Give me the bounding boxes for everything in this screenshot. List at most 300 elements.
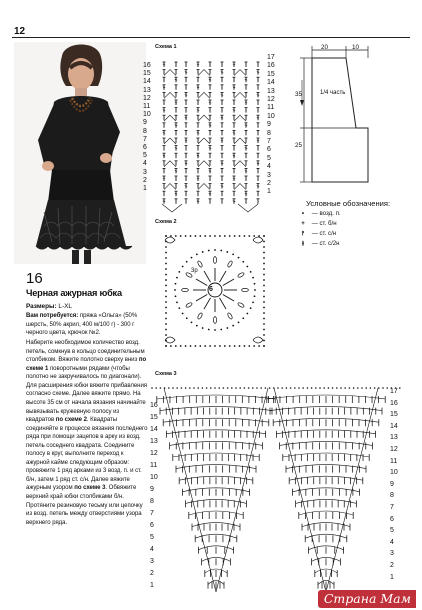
scheme-3-left-row-number: 16: [150, 402, 158, 409]
chain-dot: [307, 387, 309, 389]
scheme-1-left-row-number: 3: [143, 168, 147, 176]
legend-item-text: ст. с/2н: [319, 240, 340, 247]
chain-dot: [286, 387, 288, 389]
diagram-side-lower-dimension: 25: [295, 142, 303, 149]
stitch-mark: [175, 62, 178, 67]
scheme-3-left-row-number: 4: [150, 546, 154, 553]
stitch-mark: [185, 108, 188, 113]
chain-dot: [174, 289, 176, 291]
stitch-mark: [209, 130, 212, 135]
scheme-1-left-row-number: 16: [143, 62, 151, 69]
scheme-3-right-row-number: 10: [390, 469, 398, 477]
stitch-mark: [163, 123, 166, 128]
stitch-mark: [233, 146, 236, 151]
frame-dot: [263, 252, 265, 254]
stitch-mark: [163, 153, 166, 158]
frame-dot: [175, 235, 177, 237]
chain-dot: [176, 387, 178, 389]
frame-dot: [165, 285, 167, 287]
stitch-mark: [245, 199, 248, 204]
frame-dot: [180, 345, 182, 347]
stitch-mark: [233, 153, 236, 158]
fan-mark: [234, 184, 246, 190]
chain-dot: [246, 313, 248, 315]
legend-item: • — возд. п.: [296, 210, 341, 217]
scheme-3-left-row-number: 13: [150, 438, 158, 445]
frame-dot: [219, 235, 221, 237]
stitch-mark: [221, 191, 224, 196]
stitch-mark: [233, 191, 236, 196]
chain-dot: [399, 387, 401, 389]
sizes: [26, 303, 72, 310]
stitch-mark: [245, 130, 248, 135]
scheme-3-right-row-number: 17: [390, 388, 398, 395]
petal-loop: [185, 302, 192, 308]
scheme-3-right-row-number: 6: [390, 515, 394, 523]
legend-item: + — ст. б/н: [296, 220, 337, 227]
stitch-mark: [245, 92, 248, 97]
scheme-1-left-row-number: 12: [143, 94, 151, 102]
stitch-mark: [197, 153, 200, 158]
chain-dot: [185, 387, 187, 389]
stitch-mark: [257, 153, 260, 158]
frame-dot: [248, 345, 250, 347]
chain-dot: [202, 251, 204, 253]
petal-loop: [242, 288, 249, 291]
stitch-mark: [257, 123, 260, 128]
scheme-1-right-row-number: 5: [267, 154, 271, 162]
stitch-mark: [185, 191, 188, 196]
scheme-3-right-row-number: 11: [390, 457, 398, 465]
stitch-mark: [197, 62, 200, 67]
stitch-mark: [209, 77, 212, 82]
chain-dot: [232, 253, 234, 255]
frame-dot: [204, 345, 206, 347]
frame-dot: [224, 345, 226, 347]
chain-dot: [242, 317, 244, 319]
petal-loop: [237, 272, 244, 278]
chain-dot: [232, 325, 234, 327]
scheme-2-side-label: 3р: [191, 268, 198, 274]
stitch-mark: [175, 92, 178, 97]
scheme-1-right-row-number: 9: [267, 121, 271, 129]
chain-dot: [214, 249, 216, 251]
chain-dot: [365, 387, 367, 389]
stitch-mark: [257, 62, 260, 67]
chain-dot: [231, 387, 233, 389]
scheme-3-left-row-number: 8: [150, 498, 154, 505]
pattern-title: Черная ажурная юбка: [26, 288, 122, 298]
stitch-mark: [221, 184, 224, 189]
frame-dot: [263, 268, 265, 270]
frame-dot: [263, 312, 265, 314]
scheme-1-left-row-number: 8: [143, 127, 147, 135]
legend-item-text: ст. б/н: [319, 220, 337, 227]
chain-dot: [294, 387, 296, 389]
chain-dot: [176, 277, 178, 279]
legend-item: ⫯ — ст. с/н: [296, 230, 336, 238]
stitch-mark: [163, 100, 166, 105]
scheme-1-left-row-number: 2: [143, 176, 147, 184]
chain-dot: [175, 283, 177, 285]
scheme-1-left-row-number: 14: [143, 78, 151, 86]
chain-base-mark: [162, 204, 182, 212]
stitch-mark: [185, 138, 188, 143]
frame-dot: [165, 296, 167, 298]
chain-dot: [208, 329, 210, 331]
frame-dot: [263, 301, 265, 303]
stitch-mark: [233, 138, 236, 143]
chain-dot: [218, 387, 220, 389]
stitch-mark: [185, 70, 188, 75]
scheme-1-right-row-number: 3: [267, 171, 271, 179]
chain-dot: [220, 250, 222, 252]
fan-mark: [234, 115, 246, 121]
stitch-mark: [233, 199, 236, 204]
frame-dot: [263, 318, 265, 320]
chain-dot: [176, 301, 178, 303]
stitch-mark: [175, 130, 178, 135]
petal-stitch: [220, 298, 227, 309]
scheme-3-left-row-number: 3: [150, 558, 154, 565]
scheme-3-left-row-number: 1: [150, 582, 154, 589]
chain-dot: [226, 251, 228, 253]
stitch-mark: [221, 100, 224, 105]
diagram-side-upper-dimension: 35: [295, 91, 303, 98]
stitch-mark: [175, 138, 178, 143]
stitch-mark: [221, 176, 224, 181]
frame-dot: [229, 235, 231, 237]
stitch-mark: [245, 176, 248, 181]
fan-mark: [234, 92, 246, 98]
chain-dot: [336, 387, 338, 389]
stitch-mark: [185, 199, 188, 204]
frame-dot: [170, 235, 172, 237]
chain-dot: [382, 387, 384, 389]
chain-dot: [386, 387, 388, 389]
instructions: [26, 312, 148, 529]
stitch-mark: [209, 100, 212, 105]
scheme-1-right-row-number: 7: [267, 138, 271, 145]
stitch-mark: [209, 123, 212, 128]
stitch-mark: [257, 77, 260, 82]
frame-dot: [263, 279, 265, 281]
frame-dot: [239, 345, 241, 347]
scheme-3-right-row-number: 9: [390, 480, 394, 488]
scheme-3-right-row-number: 13: [390, 434, 398, 442]
stitch-mark: [257, 108, 260, 113]
petal-stitch: [204, 298, 211, 309]
stitch-mark: [233, 115, 236, 120]
stitch-mark: [197, 184, 200, 189]
stitch-mark: [245, 85, 248, 90]
stitch-mark: [245, 115, 248, 120]
chain-base-mark: [238, 204, 258, 212]
stitch-mark: [221, 70, 224, 75]
stitch-mark: [209, 168, 212, 173]
chain-dot: [164, 387, 166, 389]
frame-dot: [234, 345, 236, 347]
chain-dot: [349, 387, 351, 389]
frame-dot: [258, 235, 260, 237]
stitch-mark: [185, 184, 188, 189]
frame-dot: [165, 235, 167, 237]
stitch-mark: [257, 176, 260, 181]
petal-stitch: [196, 295, 207, 302]
chain-dot: [290, 387, 292, 389]
stitch-mark: [185, 123, 188, 128]
frame-dot: [204, 235, 206, 237]
chain-dot: [246, 266, 248, 268]
stitch-mark: [197, 199, 200, 204]
chain-dot: [344, 387, 346, 389]
scheme-3-left-row-number: 12: [150, 450, 158, 457]
scheme-1-left-row-number: 6: [143, 144, 147, 151]
sizes-value: L-XL: [58, 303, 72, 310]
frame-dot: [170, 345, 172, 347]
scheme-1-left-row-number: 9: [143, 119, 147, 127]
scheme-3-left-row-number: 11: [150, 462, 158, 469]
scheme-1-right-row-number: 15: [267, 70, 275, 78]
chain-dot: [175, 295, 177, 297]
diagram-top-right-dimension: 10: [352, 44, 360, 51]
stitch-mark: [163, 130, 166, 135]
chain-dot: [214, 387, 216, 389]
chain-dot: [252, 277, 254, 279]
stitch-mark: [233, 85, 236, 90]
legend-title: Условные обозначения:: [306, 199, 391, 208]
stitch-mark: [175, 70, 178, 75]
stitch-mark: [163, 62, 166, 67]
stitch-mark: [209, 92, 212, 97]
frame-dot: [175, 345, 177, 347]
frame-dot: [263, 246, 265, 248]
legend-item-text: ст. с/н: [319, 230, 337, 237]
scheme-3-left-row-number: 2: [150, 570, 154, 577]
scheme-3-right-row-number: 16: [390, 399, 398, 407]
stitch-mark: [209, 70, 212, 75]
chain-dot: [256, 387, 258, 389]
stitch-mark: [197, 100, 200, 105]
petal-stitch: [223, 279, 234, 286]
stitch-mark: [245, 146, 248, 151]
stitch-mark: [175, 168, 178, 173]
stitch-mark: [257, 199, 260, 204]
scheme-2-label: Схема 2: [155, 219, 177, 225]
chain-dot: [248, 387, 250, 389]
chain-dot: [277, 387, 279, 389]
stitch-mark: [257, 168, 260, 173]
fan-mark: [234, 161, 246, 167]
stitch-mark: [221, 130, 224, 135]
chain-dot: [226, 327, 228, 329]
petal-stitch: [204, 271, 211, 282]
chain-dot: [191, 321, 193, 323]
stitch-mark: [245, 77, 248, 82]
scheme-3-chart: [146, 382, 408, 600]
frame-dot: [229, 345, 231, 347]
chain-dot: [160, 387, 162, 389]
stitch-mark: [257, 184, 260, 189]
frame-dot: [214, 345, 216, 347]
stitch-mark: [175, 123, 178, 128]
stitch-mark: [163, 199, 166, 204]
stitch-mark: [163, 176, 166, 181]
frame-dot: [209, 345, 211, 347]
corner-loop: [253, 337, 263, 343]
instructions-paragraph: Наберите необходимое количество возд. петель, сомкнув в кольцо соединительным столбиком. Вяжите полотно сверху вниз по схеме 1 поворотными рядами (чтобы полотно не закручивалось по диагонали). Для расширения юбки вяжите прибавления согласно схеме. Далее вяжите прямо. На высоте 35 см от начала вязания начинайте вывязывать кружевную полосу из квадратов по схеме 2. Квадраты соединяйте в процессе вязания последнего ряда при помощи зацепов в арку из возд. петель соседнего квадрата. Соедините полосу в круг, выполните переход к ажурной кайме следующим образом: провяжите 1 ряд арками из 3 возд. п. и ст. б/н, затем 1 ряд ст. с/н. Далее вяжите ажурным узором по схеме 3. Обвяжите верхний край юбки столбиками б/н. Протяните резиновую тесьму или цепочку из возд. петель между отверстиями узора верхнего ряда.: [26, 340, 148, 526]
chain-dot: [220, 329, 222, 331]
stitch-mark: [175, 77, 178, 82]
scheme-1-left-row-number: 15: [143, 70, 151, 78]
stitch-mark: [257, 130, 260, 135]
frame-dot: [180, 235, 182, 237]
stitch-mark: [221, 77, 224, 82]
scheme-3-left-row-number: 14: [150, 426, 158, 433]
chain-dot: [168, 387, 170, 389]
chain-dot: [181, 387, 183, 389]
stitch-mark: [163, 77, 166, 82]
corner-loop: [253, 237, 263, 243]
stitch-mark: [245, 70, 248, 75]
stitch-mark: [185, 85, 188, 90]
frame-dot: [190, 235, 192, 237]
chain-dot: [273, 387, 275, 389]
stitch-mark: [245, 62, 248, 67]
stitch-mark: [209, 146, 212, 151]
frame-dot: [165, 323, 167, 325]
scheme-3-stitch-grid: [146, 382, 408, 600]
stitch-mark: [163, 115, 166, 120]
stitch-mark: [245, 153, 248, 158]
scheme-3-right-row-number: 2: [390, 562, 394, 569]
petal-loop: [197, 260, 203, 267]
frame-dot: [165, 334, 167, 336]
stitch-mark: [163, 92, 166, 97]
petal-loop: [227, 312, 233, 319]
frame-dot: [263, 334, 265, 336]
stitch-mark: [197, 168, 200, 173]
stitch-mark: [233, 77, 236, 82]
chain-dot: [323, 387, 325, 389]
stitch-mark: [257, 100, 260, 105]
stitch-mark: [197, 92, 200, 97]
petal-loop: [213, 317, 216, 324]
stitch-mark: [185, 176, 188, 181]
chain-dot: [208, 250, 210, 252]
stitch-mark: [221, 153, 224, 158]
chain-dot: [178, 307, 180, 309]
scheme-1-left-row-number: 7: [143, 135, 147, 143]
stitch-mark: [221, 161, 224, 166]
chain-dot: [370, 387, 372, 389]
frame-dot: [165, 263, 167, 265]
stitch-mark: [175, 100, 178, 105]
frame-dot: [165, 312, 167, 314]
chain-dot: [238, 257, 240, 259]
chain-dot: [353, 387, 355, 389]
stitch-mark: [245, 108, 248, 113]
treble-crochet-icon: ⫲: [302, 240, 304, 247]
chain-dot: [311, 387, 313, 389]
fan-mark: [164, 115, 176, 121]
scheme-1-right-row-number: 13: [267, 87, 275, 95]
frame-dot: [165, 252, 167, 254]
stitch-mark: [221, 92, 224, 97]
stitch-mark: [163, 184, 166, 189]
stitch-mark: [209, 108, 212, 113]
scheme-3-left-row-number: 5: [150, 534, 154, 541]
chain-dot: [196, 325, 198, 327]
fan-mark: [164, 70, 176, 76]
chain-dot: [252, 301, 254, 303]
scheme-1-left-row-number: 10: [143, 111, 151, 119]
stitch-mark: [221, 138, 224, 143]
stitch-mark: [185, 77, 188, 82]
frame-dot: [165, 329, 167, 331]
frame-dot: [263, 307, 265, 309]
petal-loop: [227, 260, 233, 267]
chain-dot: [202, 327, 204, 329]
frame-dot: [263, 345, 265, 347]
scheme-3-right-row-number: 1: [390, 573, 394, 581]
stitch-mark: [175, 176, 178, 181]
fan-mark: [164, 161, 176, 167]
stitch-mark: [209, 161, 212, 166]
frame-dot: [263, 329, 265, 331]
petal-stitch: [220, 271, 227, 282]
stitch-mark: [245, 100, 248, 105]
stitch-mark: [233, 62, 236, 67]
chain-stitch-icon: •: [301, 210, 305, 217]
scheme-1-right-row-number: 14: [267, 79, 275, 87]
stitch-mark: [163, 85, 166, 90]
stitch-mark: [209, 176, 212, 181]
frame-dot: [195, 235, 197, 237]
sizes-label: Размеры:: [26, 303, 57, 310]
fan-mark: [198, 92, 210, 98]
stitch-mark: [197, 77, 200, 82]
scheme-1-right-row-number: 8: [267, 129, 271, 137]
chain-dot: [361, 387, 363, 389]
stitch-mark: [185, 146, 188, 151]
double-crochet-icon: ⫯: [301, 230, 305, 237]
stitch-mark: [233, 100, 236, 105]
scheme-3-right-row-number: 14: [390, 422, 398, 430]
stitch-mark: [233, 130, 236, 135]
frame-dot: [263, 274, 265, 276]
stitch-mark: [197, 191, 200, 196]
header-rule: [12, 37, 410, 38]
stitch-mark: [197, 123, 200, 128]
fan-mark: [198, 184, 210, 190]
chain-dot: [196, 253, 198, 255]
scheme-3-right-row-number: 12: [390, 446, 398, 453]
stitch-mark: [221, 123, 224, 128]
stitch-mark: [163, 108, 166, 113]
frame-dot: [185, 235, 187, 237]
chain-dot: [214, 329, 216, 331]
chain-dot: [193, 387, 195, 389]
frame-dot: [263, 296, 265, 298]
stitch-mark: [233, 176, 236, 181]
frame-dot: [165, 318, 167, 320]
stitch-mark: [233, 168, 236, 173]
stitch-mark: [197, 146, 200, 151]
scheme-3-left-row-number: 7: [150, 510, 154, 517]
stitch-mark: [257, 138, 260, 143]
scheme-3-left-row-number: 6: [150, 522, 154, 529]
